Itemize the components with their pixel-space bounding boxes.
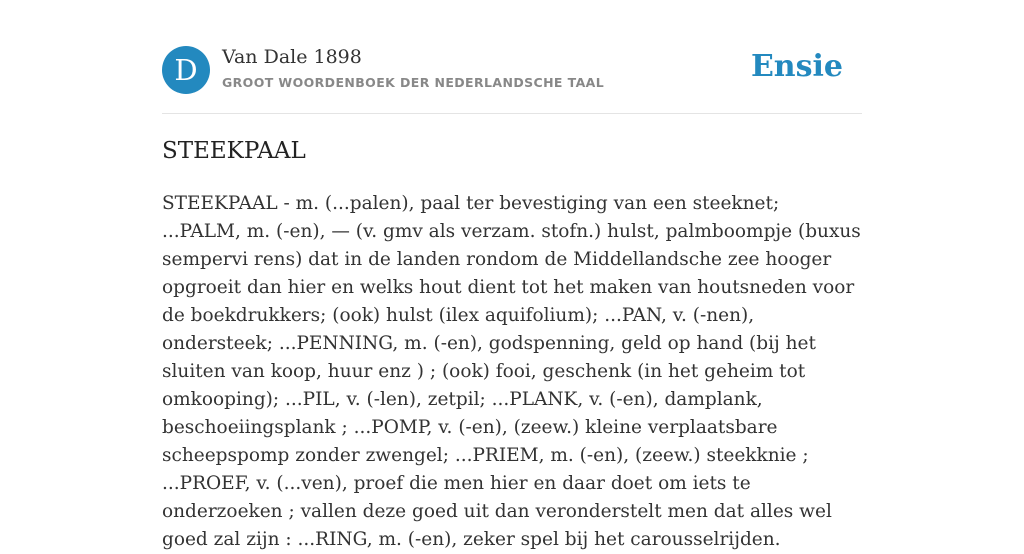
entry-headword: STEEKPAAL bbox=[162, 138, 306, 164]
dictionary-header bbox=[162, 46, 862, 96]
entry-definition: STEEKPAAL - m. (...palen), paal ter bevestiging van een steeknet; ...PALM, m. (-en), — (v. gmv als verzam. stofn.) hulst, palmboompje (buxus sempervi rens) dat in de landen rondom de Middellandsche zee hooger opgroeit dan hier en welks hout dient tot het maken van houtsneden voor de boekdrukkers; (ook) hulst (ilex aquifolium); ...PAN, v. (-nen), ondersteek; ...PENNING, m. (-en), godspenning, geld op hand (bij het sluiten van koop, huur enz ) ; (ook) fooi, geschenk (in het geheim tot omkooping); ...PIL, v. (-len), zetpil; ...PLANK, v. (-en), damplank, beschoeiingsplank ; ...POMP, v. (-en), (zeew.) kleine verplaatsbare scheepspomp zonder zwengel; ...PRIEM, m. (-en), (zeew.) steekknie ; ...PROEF, v. (...ven), proef die men hier en daar doet om iets te onderzoeken ; vallen deze goed uit dan veronderstelt men dat alles wel goed zal zijn : ...RING, m. (-en), zeker spel bij het carousselrijden. bbox=[162, 193, 861, 550]
header-divider bbox=[162, 113, 862, 114]
dictionary-subtitle: GROOT WOORDENBOEK DER NEDERLANDSCHE TAAL bbox=[222, 75, 605, 90]
dictionary-logo-icon[interactable]: D bbox=[162, 46, 210, 94]
ensie-logo[interactable]: Ensie bbox=[750, 49, 843, 84]
dictionary-title[interactable]: Van Dale 1898 bbox=[222, 46, 362, 68]
